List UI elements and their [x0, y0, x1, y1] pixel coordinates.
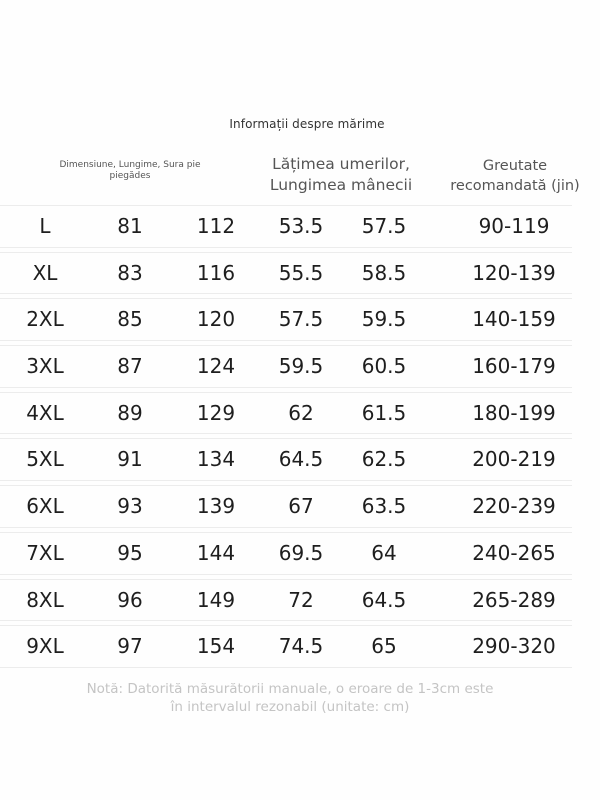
shoulder-cell: 72: [288, 587, 314, 612]
weight-cell: 160-179: [472, 354, 556, 379]
table-row: [0, 296, 600, 343]
length-cell: 85: [117, 307, 143, 332]
header-weight-label: Greutate: [482, 158, 548, 174]
shoulder-cell: 57.5: [278, 307, 324, 332]
weight-cell: 140-159: [472, 307, 556, 332]
table-row: [0, 483, 600, 530]
size-cell: 8XL: [26, 587, 64, 612]
weight-cell: 220-239: [472, 494, 556, 519]
table-row: [0, 203, 600, 250]
table-row: [0, 623, 600, 670]
chest-cell: 139: [196, 494, 236, 519]
header-shoulder-label: Lățimea umerilor,: [272, 155, 410, 173]
size-table: [0, 203, 600, 670]
weight-cell: 180-199: [472, 400, 556, 425]
size-cell: XL: [32, 260, 58, 285]
length-cell: 89: [117, 400, 143, 425]
sleeve-cell: 64.5: [361, 587, 407, 612]
shoulder-cell: 74.5: [278, 634, 324, 659]
chest-cell: 124: [196, 354, 236, 379]
length-cell: 96: [117, 587, 143, 612]
chest-cell: 134: [196, 447, 236, 472]
shoulder-cell: 67: [288, 494, 314, 519]
shoulder-cell: 62: [288, 400, 314, 425]
header-recommended-weight: [440, 156, 590, 196]
shoulder-cell: 64.5: [278, 447, 324, 472]
header-sleeve-label: Lungimea mânecii: [269, 176, 413, 194]
sleeve-cell: 64: [371, 540, 397, 565]
weight-cell: 265-289: [472, 587, 556, 612]
size-cell: 7XL: [26, 540, 64, 565]
table-row: [0, 343, 600, 390]
length-cell: 95: [117, 540, 143, 565]
table-row: [0, 530, 600, 577]
weight-cell: 90-119: [478, 214, 550, 238]
length-cell: 83: [117, 260, 143, 285]
shoulder-cell: 55.5: [278, 260, 324, 285]
size-info-title: Informații despre mărime: [229, 117, 385, 131]
sleeve-cell: 63.5: [361, 494, 407, 519]
table-row: [0, 577, 600, 624]
sleeve-cell: 58.5: [361, 260, 407, 285]
shoulder-cell: 53.5: [278, 214, 324, 238]
table-row: [0, 390, 600, 437]
sleeve-cell: 59.5: [361, 307, 407, 332]
shoulder-cell: 69.5: [278, 540, 324, 565]
size-cell: L: [39, 214, 51, 238]
shoulder-cell: 59.5: [278, 354, 324, 379]
header-shoulder-sleeve: [256, 154, 426, 196]
size-cell: 3XL: [26, 354, 64, 379]
sleeve-cell: 61.5: [361, 400, 407, 425]
chest-cell: 154: [196, 634, 236, 659]
length-cell: 91: [117, 447, 143, 472]
header-weight-unit-label: recomandată (jin): [450, 178, 580, 194]
length-cell: 81: [117, 214, 143, 238]
weight-cell: 120-139: [472, 260, 556, 285]
length-cell: 87: [117, 354, 143, 379]
chest-cell: 120: [196, 307, 236, 332]
chest-cell: 116: [196, 260, 236, 285]
header-size-length-chest: Dimensiune, Lungime, Sura pie piegădes: [59, 160, 201, 182]
size-cell: 5XL: [26, 447, 64, 472]
sleeve-cell: 60.5: [361, 354, 407, 379]
weight-cell: 200-219: [472, 447, 556, 472]
length-cell: 93: [117, 494, 143, 519]
size-cell: 6XL: [26, 494, 64, 519]
sleeve-cell: 65: [371, 634, 397, 659]
size-cell: 4XL: [26, 400, 64, 425]
note-line-2: în intervalul rezonabil (unitate: cm): [170, 699, 410, 715]
table-row: [0, 250, 600, 297]
weight-cell: 290-320: [472, 634, 556, 659]
chest-cell: 149: [196, 587, 236, 612]
size-cell: 2XL: [26, 307, 64, 332]
sleeve-cell: 57.5: [361, 214, 407, 238]
note-line-1: Notă: Datorită măsurătorii manuale, o eroare de 1-3cm este: [86, 681, 494, 697]
length-cell: 97: [117, 634, 143, 659]
size-cell: 9XL: [26, 634, 64, 659]
chest-cell: 129: [196, 400, 236, 425]
table-row: [0, 436, 600, 483]
sleeve-cell: 62.5: [361, 447, 407, 472]
chest-cell: 144: [196, 540, 236, 565]
measurement-note: [20, 680, 560, 716]
chest-cell: 112: [196, 214, 236, 238]
weight-cell: 240-265: [472, 540, 556, 565]
